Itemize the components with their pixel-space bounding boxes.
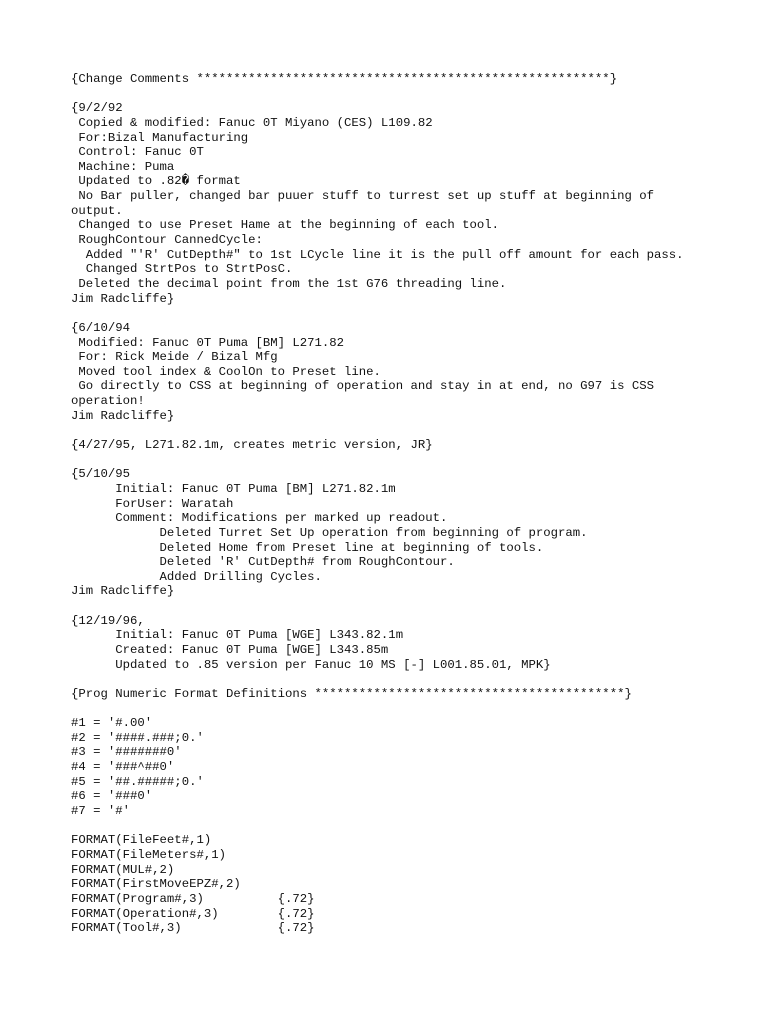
code-line: #5 = '##.#####;0.': [71, 774, 204, 789]
code-line: Added Drilling Cycles.: [71, 569, 322, 584]
code-line: #3 = '#######0': [71, 745, 182, 760]
code-line: FORMAT(Operation#,3) {.72}: [71, 906, 315, 921]
code-line: #7 = '#': [71, 804, 131, 819]
code-line: {12/19/96,: [71, 613, 145, 628]
code-line: [71, 453, 761, 468]
code-line: For: Rick Meide / Bizal Mfg: [71, 350, 278, 365]
code-line: Jim Radcliffe}: [71, 291, 175, 306]
code-line: Control: Fanuc 0T: [71, 145, 204, 160]
code-line: Copied & modified: Fanuc 0T Miyano (CES) L109.82: [71, 115, 433, 130]
code-line: [71, 599, 761, 614]
code-line: [71, 423, 761, 438]
code-line: Modified: Fanuc 0T Puma [BM] L271.82: [71, 335, 345, 350]
code-line: operation!: [71, 394, 145, 409]
code-line: FORMAT(FileMeters#,1): [71, 847, 226, 862]
code-line: #2 = '####.###;0.': [71, 730, 204, 745]
code-line: output.: [71, 203, 123, 218]
code-line: For:Bizal Manufacturing: [71, 130, 249, 145]
code-line: {9/2/92: [71, 101, 123, 116]
code-line: Deleted Turret Set Up operation from beginning of program.: [71, 525, 588, 540]
code-line: Deleted 'R' CutDepth# from RoughContour.: [71, 555, 455, 570]
code-line: [71, 819, 761, 834]
code-line: Jim Radcliffe}: [71, 584, 175, 599]
code-line: Changed StrtPos to StrtPosC.: [71, 262, 293, 277]
code-line: [71, 87, 761, 102]
code-line: Updated to .82� format: [71, 174, 241, 189]
code-line: FORMAT(MUL#,2): [71, 862, 175, 877]
code-line: {4/27/95, L271.82.1m, creates metric version, JR}: [71, 438, 433, 453]
code-line: #6 = '###0': [71, 789, 153, 804]
code-line: Machine: Puma: [71, 159, 175, 174]
code-line: FORMAT(FirstMoveEPZ#,2): [71, 877, 241, 892]
code-line: ForUser: Waratah: [71, 496, 234, 511]
code-line: #4 = '###^##0': [71, 760, 175, 775]
code-line: {Change Comments ********************************************************}: [71, 72, 618, 86]
code-line: [71, 672, 761, 687]
code-line: [71, 306, 761, 321]
code-line: FORMAT(FileFeet#,1): [71, 833, 212, 848]
code-line: Deleted Home from Preset line at beginning of tools.: [71, 540, 544, 555]
code-line: Moved tool index & CoolOn to Preset line.: [71, 364, 381, 379]
code-line: RoughContour CannedCycle:: [71, 233, 263, 248]
code-line: Deleted the decimal point from the 1st G76 threading line.: [71, 276, 507, 291]
code-listing: [71, 72, 761, 936]
code-line: {6/10/94: [71, 320, 131, 335]
code-line: Comment: Modifications per marked up readout.: [71, 511, 448, 526]
code-line: Updated to .85 version per Fanuc 10 MS [-] L001.85.01, MPK}: [71, 657, 551, 672]
code-line: {Prog Numeric Format Definitions ******************************************}: [71, 686, 632, 701]
code-line: Initial: Fanuc 0T Puma [WGE] L343.82.1m: [71, 628, 404, 643]
code-line: FORMAT(Program#,3) {.72}: [71, 891, 315, 906]
code-line: Jim Radcliffe}: [71, 408, 175, 423]
code-line: [71, 702, 761, 717]
code-line: Initial: Fanuc 0T Puma [BM] L271.82.1m: [71, 481, 396, 496]
code-line: Added "'R' CutDepth#" to 1st LCycle line it is the pull off amount for each pass.: [71, 247, 684, 262]
code-line: Created: Fanuc 0T Puma [WGE] L343.85m: [71, 642, 389, 657]
code-line: #1 = '#.00': [71, 716, 153, 731]
code-line: Changed to use Preset Hame at the beginning of each tool.: [71, 218, 500, 233]
code-line: No Bar puller, changed bar puuer stuff to turrest set up stuff at beginning of: [71, 189, 654, 204]
code-line: {5/10/95: [71, 467, 131, 482]
code-line: FORMAT(Tool#,3) {.72}: [71, 921, 315, 936]
code-line: Go directly to CSS at beginning of operation and stay in at end, no G97 is CSS: [71, 379, 654, 394]
